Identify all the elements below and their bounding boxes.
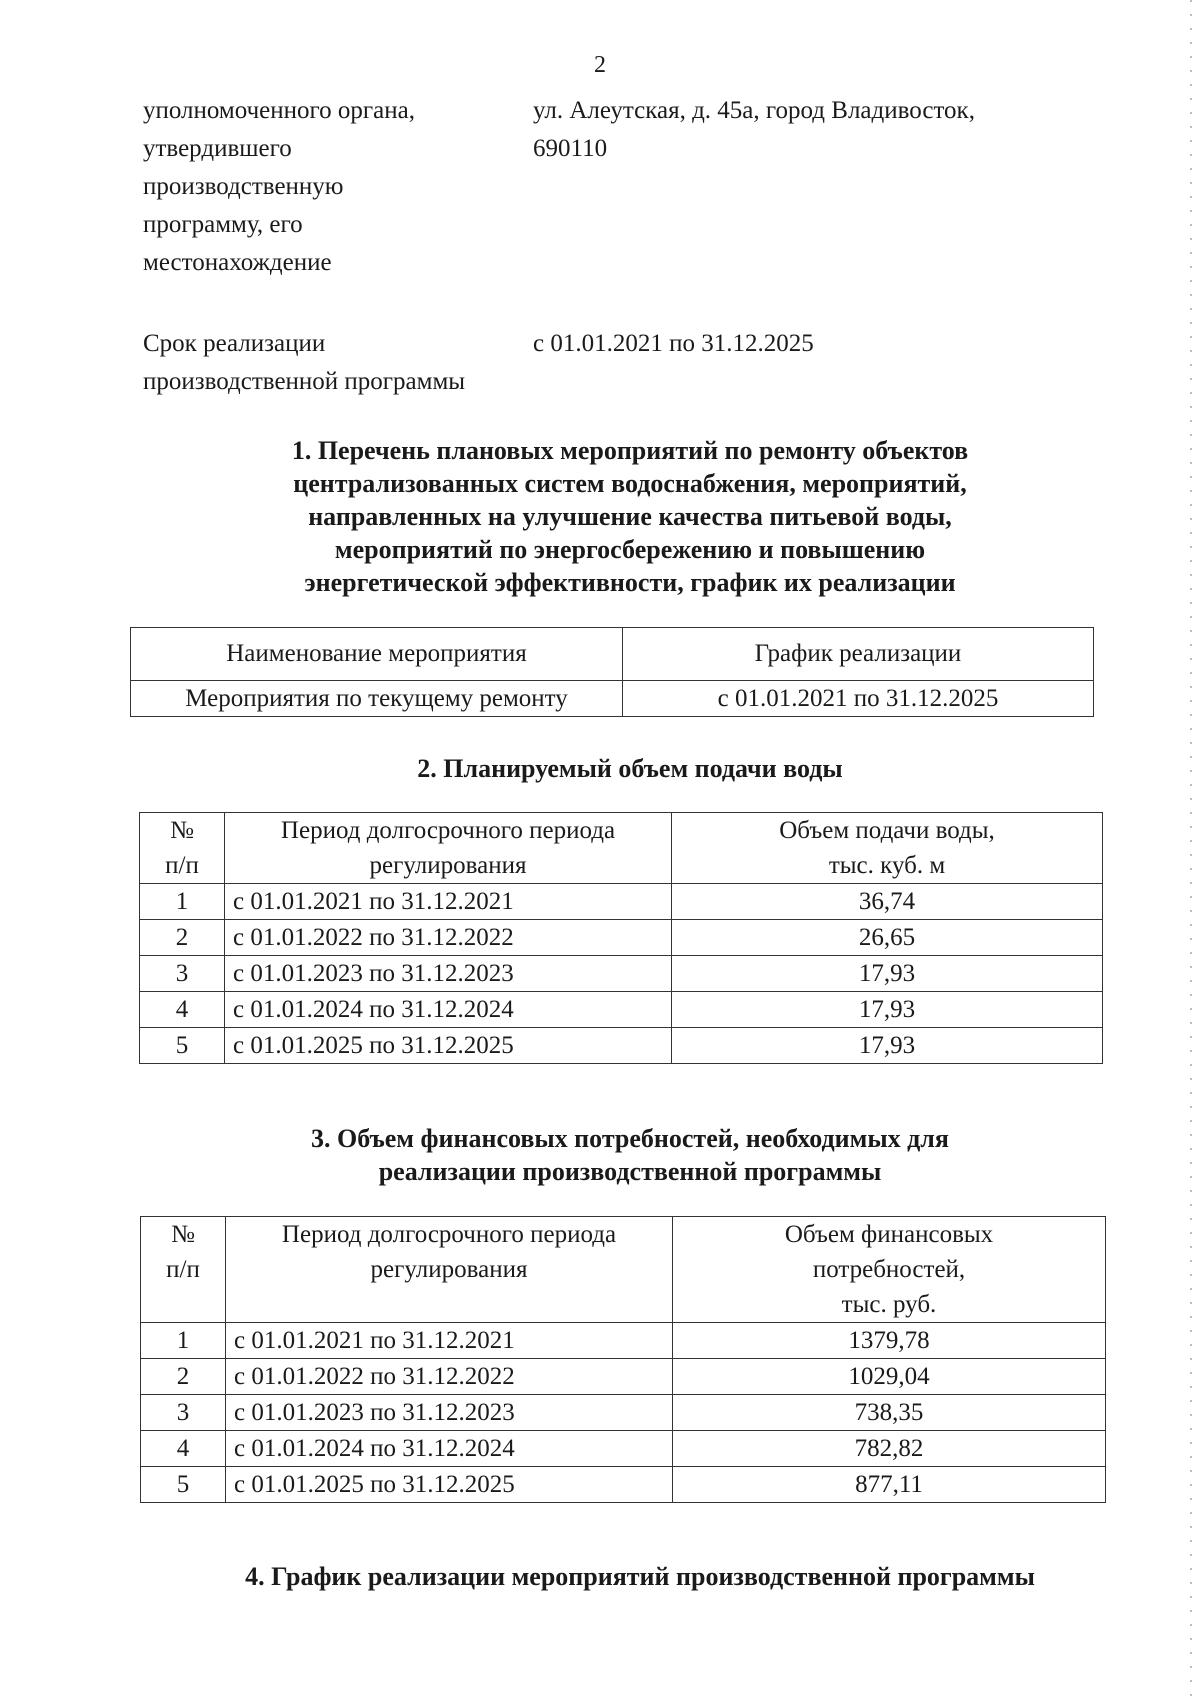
section-3-title: 3. Объем финансовых потребностей, необходимых для реализации производственной программы bbox=[311, 1124, 949, 1186]
table-row: 4 с 01.01.2024 по 31.12.2024 17,93 bbox=[140, 992, 1103, 1028]
section-1-title: 1. Перечень плановых мероприятий по ремонту объектов централизованных систем водоснабжения, мероприятий, направленных на улучшение качества питьевой воды, мероприятий по энергосбережению и повышению энергетической эффективности, график их реализации bbox=[291, 436, 969, 597]
table-header-row bbox=[141, 1217, 1106, 1323]
table-header-row bbox=[131, 628, 1094, 681]
table-row: 1 с 01.01.2021 по 31.12.2021 1379,78 bbox=[141, 1323, 1106, 1359]
table-row: 2 с 01.01.2022 по 31.12.2022 26,65 bbox=[140, 920, 1103, 956]
section-2-table bbox=[139, 812, 1103, 1064]
header-financial-needs: Объем финансовых потребностей, тыс. руб. bbox=[673, 1217, 1106, 1323]
table-row: 3 с 01.01.2023 по 31.12.2023 738,35 bbox=[141, 1395, 1106, 1431]
table-row bbox=[131, 681, 1094, 717]
table-row: 3 с 01.01.2023 по 31.12.2023 17,93 bbox=[140, 956, 1103, 992]
table-row: 1 с 01.01.2021 по 31.12.2021 36,74 bbox=[140, 884, 1103, 920]
info-term bbox=[143, 325, 1083, 401]
header-period: Период долгосрочного периода регулирования bbox=[226, 1217, 673, 1323]
term-label: Срок реализации производственной программы bbox=[143, 330, 466, 395]
header-number: № п/п bbox=[141, 1217, 226, 1323]
page-number: 2 bbox=[594, 52, 606, 78]
info-authority bbox=[143, 92, 1083, 282]
table-row: 5 с 01.01.2025 по 31.12.2025 17,93 bbox=[140, 1028, 1103, 1064]
scan-edge bbox=[1190, 0, 1192, 1698]
table-header-row bbox=[140, 813, 1103, 884]
section-1-table bbox=[130, 627, 1094, 717]
table-row: 4 с 01.01.2024 по 31.12.2024 782,82 bbox=[141, 1431, 1106, 1467]
header-number: № п/п bbox=[140, 813, 225, 884]
header-activity: Наименование мероприятия bbox=[131, 628, 623, 681]
authority-label: уполномоченного органа, утвердившего производственную программу, его местонахождение bbox=[143, 97, 415, 276]
section-4-title: 4. График реализации мероприятий производственной программы bbox=[245, 1562, 1035, 1591]
table-row: 2 с 01.01.2022 по 31.12.2022 1029,04 bbox=[141, 1359, 1106, 1395]
term-value: с 01.01.2021 по 31.12.2025 bbox=[533, 330, 814, 357]
section-2-title: 2. Планируемый объем подачи воды bbox=[417, 754, 843, 783]
authority-address: ул. Алеутская, д. 45а, город Владивосток, 690110 bbox=[533, 97, 975, 162]
section-3-table bbox=[140, 1216, 1106, 1503]
header-water-volume: Объем подачи воды, тыс. куб. м bbox=[672, 813, 1103, 884]
header-schedule: График реализации bbox=[623, 628, 1094, 681]
activity-schedule: с 01.01.2021 по 31.12.2025 bbox=[623, 681, 1094, 717]
table-row: 5 с 01.01.2025 по 31.12.2025 877,11 bbox=[141, 1467, 1106, 1503]
activity-name: Мероприятия по текущему ремонту bbox=[131, 681, 623, 717]
header-period: Период долгосрочного периода регулирования bbox=[225, 813, 672, 884]
